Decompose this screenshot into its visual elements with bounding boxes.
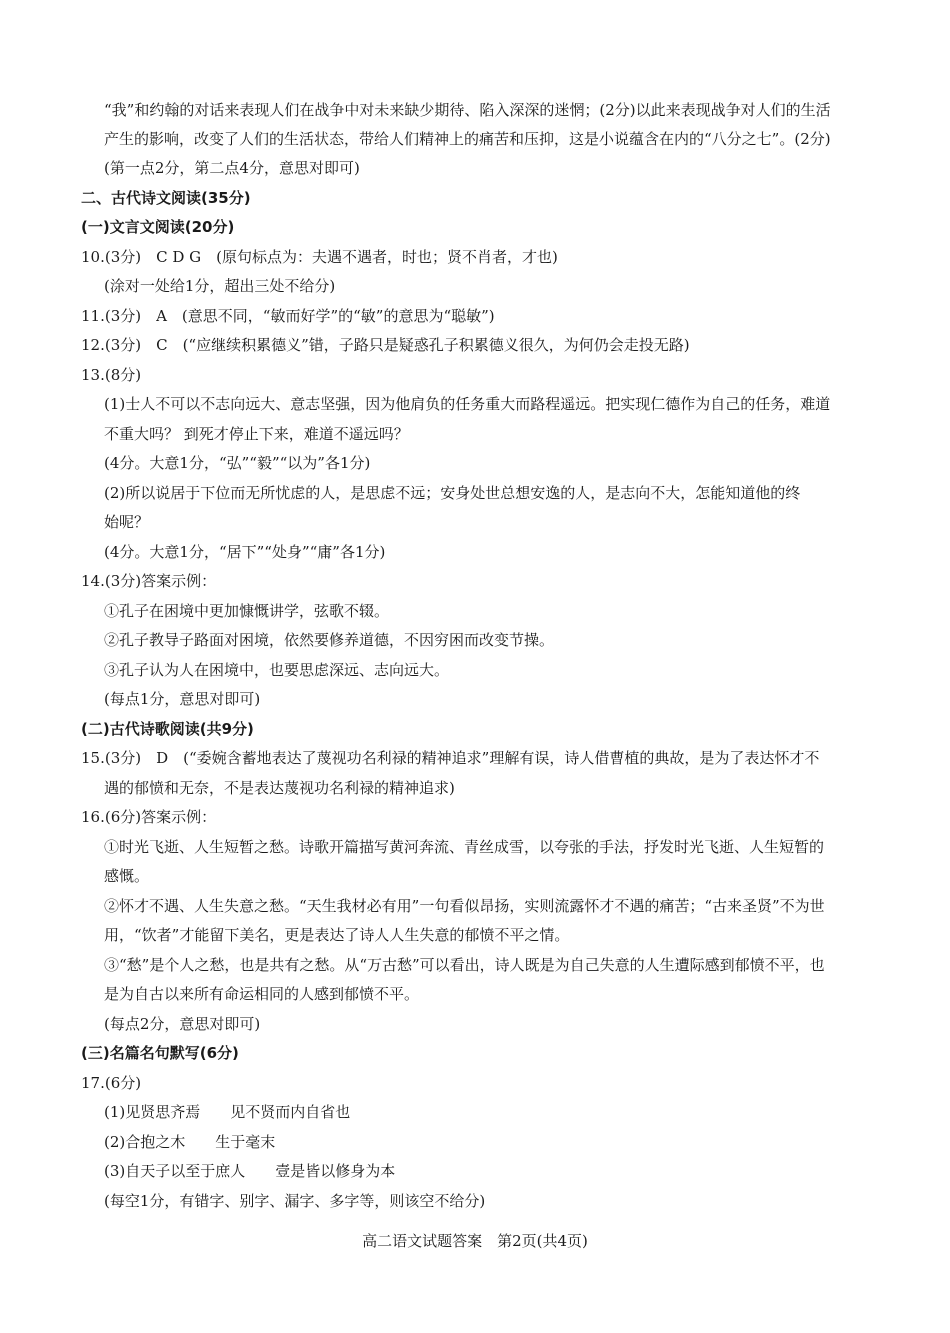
text-line: (第一点2分，第二点4分，意思对即可) [104, 159, 360, 177]
text-line [104, 1132, 275, 1152]
page-footer: 高二语文试题答案 第2页(共4页) [362, 1232, 588, 1250]
blank-answer: (2)合抱之木 [104, 1133, 186, 1151]
text-line: 不重大吗？ 到死才停止下来，难道不遥远吗？ [104, 425, 409, 443]
text-line: 始呢？ [104, 513, 150, 531]
blank-answer: (3)自天子以至于庶人 [104, 1162, 246, 1180]
section-heading: 二、古代诗文阅读(35分) [81, 189, 251, 207]
blank-answer: (1)见贤思齐焉 [104, 1103, 201, 1121]
question-line: 11.(3分) A (意思不同，“敏而好学”的“敏”的意思为“聪敏”) [81, 307, 495, 325]
blank-answer: 生于毫末 [215, 1133, 276, 1151]
subsection-heading: (二)古代诗歌阅读(共9分) [81, 720, 254, 738]
question-line: 12.(3分) C (“应继续积累德义”错，子路只是疑惑孔子积累德义很久，为何仍会走投无路) [81, 336, 690, 354]
text-line: ②怀才不遇、人生失意之愁。“天生我材必有用”一句看似昂扬，实则流露怀才不遇的痛苦；“古来圣贤”不为世 [104, 897, 825, 915]
text-line: 感慨。 [104, 867, 150, 885]
subsection-heading: (一)文言文阅读(20分) [81, 218, 235, 236]
text-line: (4分。大意1分，“居下”“处身”“庸”各1分) [104, 543, 386, 561]
text-line: (每空1分，有错字、别字、漏字、多字等，则该空不给分) [104, 1192, 486, 1210]
text-line: ③孔子认为人在困境中，也要思虑深远、志向远大。 [104, 661, 450, 679]
blank-answer: 见不贤而内自省也 [230, 1103, 351, 1121]
text-line: ③“愁”是个人之愁，也是共有之愁。从“万古愁”可以看出，诗人既是为自己失意的人生遭际感到郁愤不平，也 [104, 956, 825, 974]
text-line [104, 1102, 350, 1122]
question-line: 17.(6分) [81, 1074, 142, 1092]
blank-answer: 壹是皆以修身为本 [275, 1162, 396, 1180]
text-line: “我”和约翰的对话来表现人们在战争中对未来缺少期待、陷入深深的迷惘；(2分)以此来表现战争对人们的生活 [104, 101, 831, 119]
text-line: (每点1分，意思对即可) [104, 690, 261, 708]
question-line: 15.(3分) D (“委婉含蓄地表达了蔑视功名利禄的精神追求”理解有误，诗人借曹植的典故，是为了表达怀才不 [81, 749, 820, 767]
text-line: 遇的郁愤和无奈，不是表达蔑视功名利禄的精神追求) [104, 779, 455, 797]
text-line: (1)士人不可以不志向远大、意志坚强，因为他肩负的任务重大而路程遥远。把实现仁德作为自己的任务，难道 [104, 395, 831, 413]
text-line: (涂对一处给1分，超出三处不给分) [104, 277, 336, 295]
question-line: 13.(8分) [81, 366, 142, 384]
text-line [104, 1161, 395, 1181]
question-line: 10.(3分) C D G (原句标点为：夫遇不遇者，时也；贤不肖者，才也) [81, 248, 558, 266]
subsection-heading: (三)名篇名句默写(6分) [81, 1044, 239, 1062]
text-line: (每点2分，意思对即可) [104, 1015, 261, 1033]
question-line: 14.(3分)答案示例： [81, 572, 217, 590]
text-line: ①时光飞逝、人生短暂之愁。诗歌开篇描写黄河奔流、青丝成雪，以夸张的手法，抒发时光飞逝、人生短暂的 [104, 838, 825, 856]
text-line: (2)所以说居于下位而无所忧虑的人，是思虑不远；安身处世总想安逸的人，是志向不大，怎能知道他的终 [104, 484, 801, 502]
text-line: 产生的影响，改变了人们的生活状态，带给人们精神上的痛苦和压抑，这是小说蕴含在内的“八分之七”。(2分) [104, 130, 831, 148]
text-line: (4分。大意1分，“弘”“毅”“以为”各1分) [104, 454, 371, 472]
text-line: ②孔子教导子路面对困境，依然要修养道德，不因穷困而改变节操。 [104, 631, 555, 649]
text-line: 是为自古以来所有命运相同的人感到郁愤不平。 [104, 985, 420, 1003]
text-line: 用，“饮者”才能留下美名，更是表达了诗人人生失意的郁愤不平之情。 [104, 926, 570, 944]
text-line: ①孔子在困境中更加慷慨讲学，弦歌不辍。 [104, 602, 390, 620]
question-line: 16.(6分)答案示例： [81, 808, 217, 826]
